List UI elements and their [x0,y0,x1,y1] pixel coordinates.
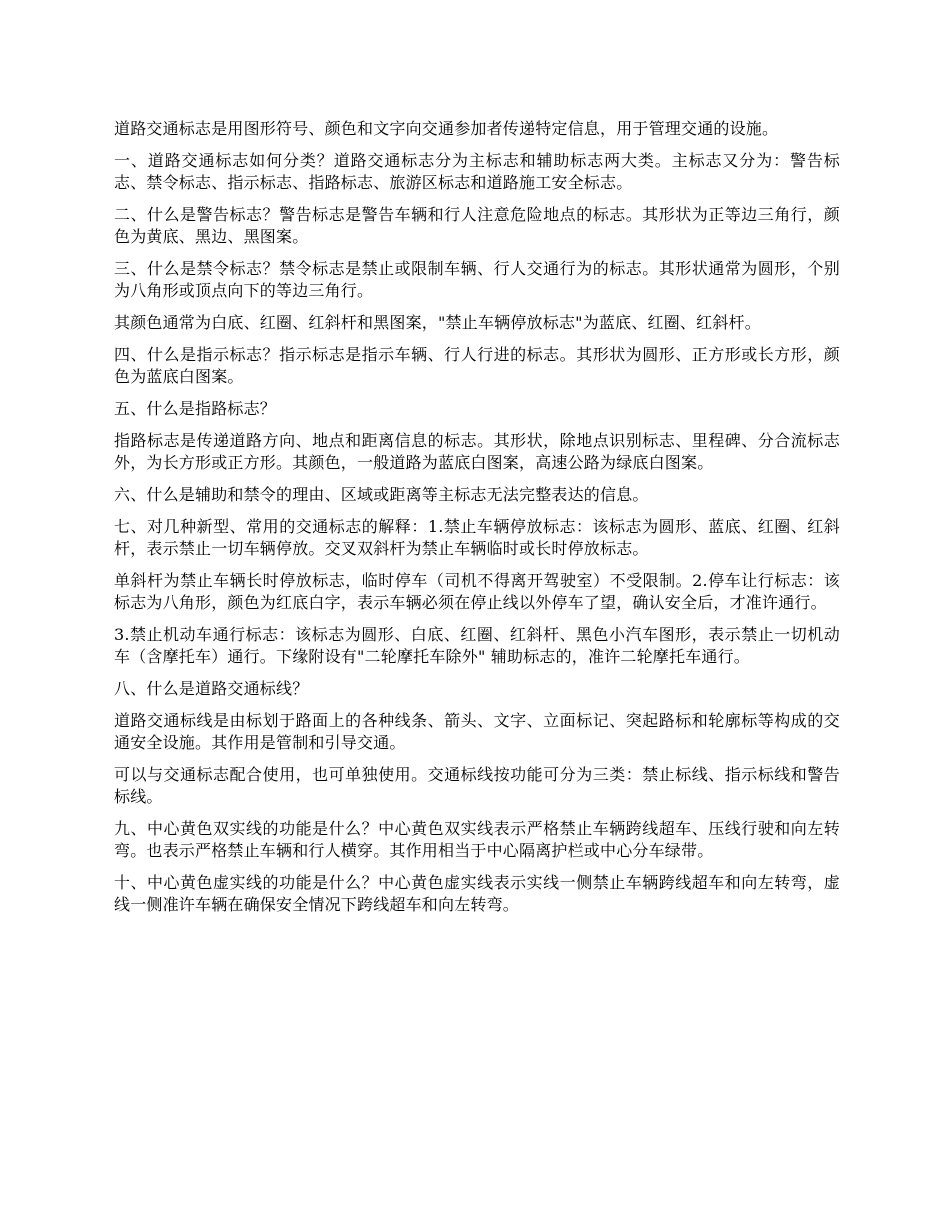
paragraph-intro: 道路交通标志是用图形符号、颜色和文字向交通参加者传递特定信息，用于管理交通的设施。 [114,119,779,138]
paragraph-section-5-heading: 五、什么是指路标志？ [114,399,277,418]
paragraph-section-7-cont: 单斜杆为禁止车辆长时停放标志，临时停车（司机不得离开驾驶室）不受限制。2.停车让行标志：该标志为八角形，颜色为红底白字，表示车辆必须在停止线以外停车了望，确认安全后，才准许通行。 [114,571,840,612]
paragraph-section-3-cont: 其颜色通常为白底、红圈、红斜杆和黑图案，"禁止车辆停放标志"为蓝底、红圈、红斜杆。 [114,313,761,332]
paragraph-section-1: 一、道路交通标志如何分类？道路交通标志分为主标志和辅助标志两大类。主标志又分为：警告标志、禁令标志、指示标志、指路标志、旅游区标志和道路施工安全标志。 [114,151,840,192]
paragraph-section-3: 三、什么是禁令标志？禁令标志是禁止或限制车辆、行人交通行为的标志。其形状通常为圆形，个别为八角形或顶点向下的等边三角行。 [114,259,840,300]
paragraph-section-7-item-3: 3.禁止机动车通行标志：该标志为圆形、白底、红圈、红斜杆、黑色小汽车图形，表示禁止一切机动车（含摩托车）通行。下缘附设有"二轮摩托车除外" 辅助标志的，准许二轮摩托车通行。 [114,625,840,666]
paragraph-section-8-heading: 八、什么是道路交通标线？ [114,679,309,698]
paragraph-section-9: 九、中心黄色双实线的功能是什么？中心黄色双实线表示严格禁止车辆跨线超车、压线行驶和向左转弯。也表示严格禁止车辆和行人横穿。其作用相当于中心隔离护栏或中心分车绿带。 [114,819,840,860]
paragraph-section-4: 四、什么是指示标志？指示标志是指示车辆、行人行进的标志。其形状为圆形、正方形或长方形，颜色为蓝底白图案。 [114,345,840,386]
paragraph-section-2: 二、什么是警告标志？警告标志是警告车辆和行人注意危险地点的标志。其形状为正等边三角行，颜色为黄底、黑边、黑图案。 [114,205,840,246]
paragraph-section-10: 十、中心黄色虚实线的功能是什么？中心黄色虚实线表示实线一侧禁止车辆跨线超车和向左转弯，虚线一侧准许车辆在确保安全情况下跨线超车和向左转弯。 [114,873,840,914]
paragraph-section-5: 指路标志是传递道路方向、地点和距离信息的标志。其形状，除地点识别标志、里程碑、分合流标志外，为长方形或正方形。其颜色，一般道路为蓝底白图案，高速公路为绿底白图案。 [114,431,840,472]
document-body [114,118,840,926]
paragraph-section-8: 道路交通标线是由标划于路面上的各种线条、箭头、文字、立面标记、突起路标和轮廓标等构成的交通安全设施。其作用是管制和引导交通。 [114,711,840,752]
paragraph-section-8-cont: 可以与交通标志配合使用，也可单独使用。交通标线按功能可分为三类：禁止标线、指示标线和警告标线。 [114,765,840,806]
paragraph-section-6: 六、什么是辅助和禁令的理由、区域或距离等主标志无法完整表达的信息。 [114,485,649,504]
paragraph-section-7: 七、对几种新型、常用的交通标志的解释：1.禁止车辆停放标志：该标志为圆形、蓝底、红圈、红斜杆，表示禁止一切车辆停放。交叉双斜杆为禁止车辆临时或长时停放标志。 [114,517,840,558]
